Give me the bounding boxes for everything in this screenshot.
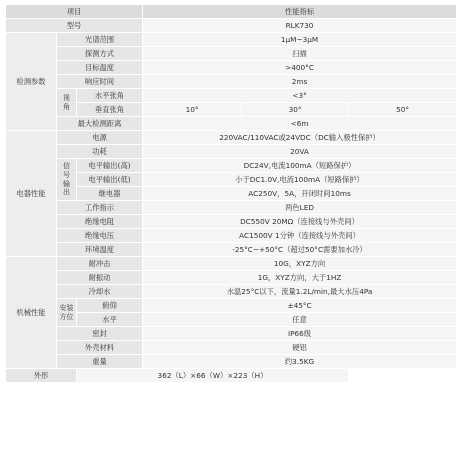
table-header-row	[6, 5, 457, 19]
group-signal-output-char: 出	[63, 188, 70, 197]
dimensions-row	[6, 369, 457, 383]
group-signal-output-char: 信	[63, 162, 70, 170]
group-view-angle	[57, 89, 77, 117]
power-supply-value: 220VAC/110VAC或24VDC（DC输入极性保护）	[143, 131, 457, 145]
weight-row	[6, 355, 457, 369]
insulation-voltage-row	[6, 229, 457, 243]
indicator-label: 工作指示	[57, 201, 143, 215]
response-time-row	[6, 75, 457, 89]
relay-value: AC250V，5A，开闭时间10ms	[143, 187, 457, 201]
power-consumption-label: 功耗	[57, 145, 143, 159]
weight-value: 约3.5KG	[143, 355, 457, 369]
group-mounting	[57, 299, 77, 327]
model-row	[6, 19, 457, 33]
group-view-angle-char: 角	[63, 102, 70, 111]
dimensions-label: 外形	[6, 369, 77, 383]
target-temp-row	[6, 61, 457, 75]
group-mounting-line: 安装	[59, 303, 74, 312]
dimensions-value: 362（L）×66（W）×223（H）	[77, 369, 349, 383]
cooling-water-value: 水温25°C以下，流量1.2L/min,最大水压4Pa	[143, 285, 457, 299]
header-item: 项目	[6, 5, 143, 19]
output-high-value: DC24V,电流100mA（短路保护）	[143, 159, 457, 173]
ambient-temp-value: -25°C~+50°C（超过50°C需要加水冷）	[143, 243, 457, 257]
target-temp-value: >400°C	[143, 61, 457, 75]
response-time-value: 2ms	[143, 75, 457, 89]
output-high-label: 电平输出(高)	[77, 159, 143, 173]
max-distance-row	[6, 117, 457, 131]
spectral-range-label: 光谱范围	[57, 33, 143, 47]
sealing-row	[6, 327, 457, 341]
group-signal-output	[57, 159, 77, 201]
vertical-angle-label: 垂直张角	[77, 103, 143, 117]
shock-label: 耐冲击	[57, 257, 143, 271]
horizontal-angle-label: 水平张角	[77, 89, 143, 103]
response-time-label: 响应时间	[57, 75, 143, 89]
sealing-label: 密封	[57, 327, 143, 341]
max-distance-label: 最大检测距离	[57, 117, 143, 131]
sealing-value: IP66级	[143, 327, 457, 341]
model-label: 型号	[6, 19, 143, 33]
output-low-label: 电平输出(低)	[77, 173, 143, 187]
relay-label: 继电器	[77, 187, 143, 201]
max-distance-value: <6m	[143, 117, 457, 131]
detection-mode-row	[6, 47, 457, 61]
group-mounting-line: 方位	[59, 312, 74, 321]
level-value: 任意	[143, 313, 457, 327]
vertical-angle-value-1: 10°	[143, 103, 242, 117]
insulation-resistance-label: 绝缘电阻	[57, 215, 143, 229]
vibration-value: 1G，XYZ方向，大于1HZ	[143, 271, 457, 285]
spectral-range-row	[6, 33, 457, 47]
housing-row	[6, 341, 457, 355]
level-label: 水平	[77, 313, 143, 327]
power-consumption-value: 20VA	[143, 145, 457, 159]
indicator-row	[6, 201, 457, 215]
detection-mode-label: 探测方式	[57, 47, 143, 61]
cooling-water-row	[6, 285, 457, 299]
housing-value: 硬铝	[143, 341, 457, 355]
section-electrical: 电器性能	[6, 131, 57, 257]
detection-mode-value: 扫描	[143, 47, 457, 61]
spec-table	[5, 4, 457, 383]
group-signal-output-char: 输	[63, 179, 70, 188]
vibration-label: 耐振动	[57, 271, 143, 285]
ambient-temp-row	[6, 243, 457, 257]
pitch-value: ±45°C	[143, 299, 457, 313]
target-temp-label: 目标温度	[57, 61, 143, 75]
section-detection: 检测参数	[6, 33, 57, 131]
insulation-voltage-label: 绝缘电压	[57, 229, 143, 243]
spectral-range-value: 1μM~3μM	[143, 33, 457, 47]
insulation-voltage-value: AC1500V 1分钟（连接线与外壳间）	[143, 229, 457, 243]
cooling-water-label: 冷却水	[57, 285, 143, 299]
weight-label: 重量	[57, 355, 143, 369]
group-view-angle-char: 视	[63, 93, 70, 102]
model-value: RLK730	[143, 19, 457, 33]
pitch-label: 俯仰	[77, 299, 143, 313]
output-low-value: 小于DC1.0V,电流100mA（短路保护）	[143, 173, 457, 187]
insulation-resistance-value: DC550V 20MΩ（连接线与外壳间）	[143, 215, 457, 229]
housing-label: 外壳材料	[57, 341, 143, 355]
horizontal-angle-value: <3°	[143, 89, 457, 103]
indicator-value: 两色LED	[143, 201, 457, 215]
power-supply-label: 电源	[57, 131, 143, 145]
vertical-angle-value-2: 30°	[242, 103, 349, 117]
power-consumption-row	[6, 145, 457, 159]
group-signal-output-char: 号	[63, 170, 70, 179]
vertical-angle-value-3: 50°	[349, 103, 457, 117]
ambient-temp-label: 环境温度	[57, 243, 143, 257]
section-mechanical: 机械性能	[6, 257, 57, 369]
header-spec: 性能指标	[143, 5, 457, 19]
shock-value: 10G，XYZ方向	[143, 257, 457, 271]
